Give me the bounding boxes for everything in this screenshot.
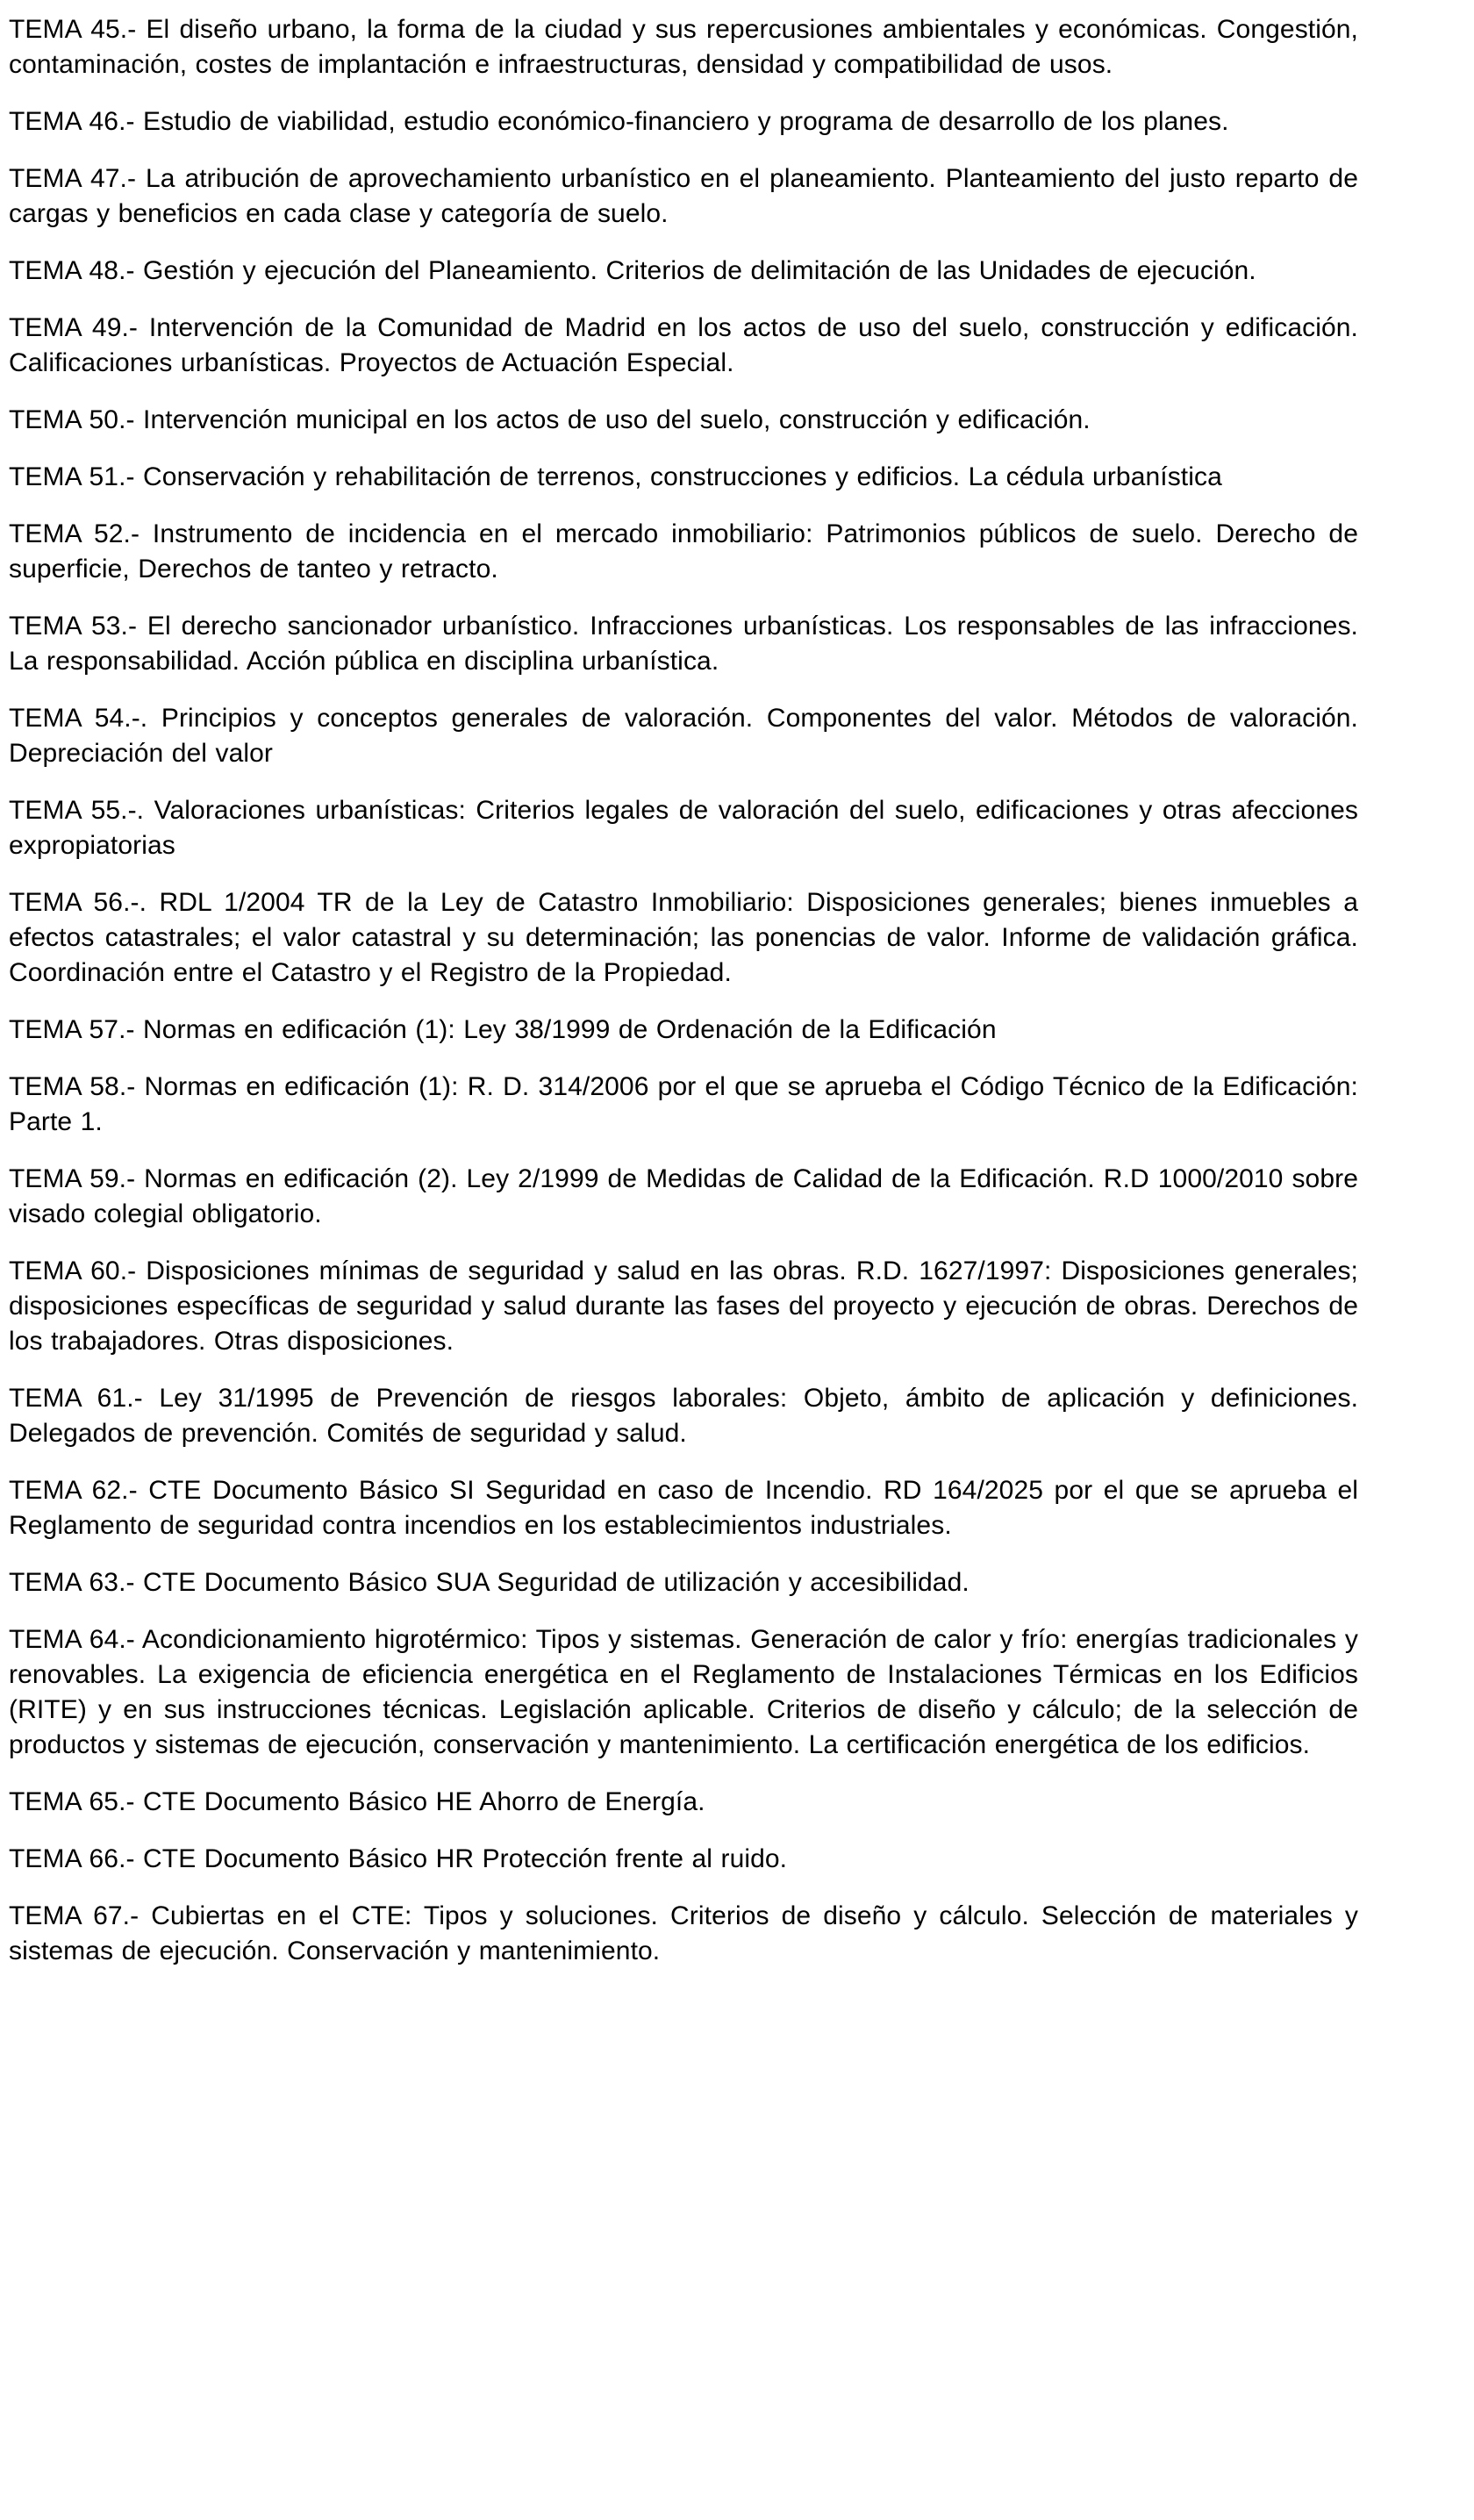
tema-paragraph: TEMA 66.- CTE Documento Básico HR Protección frente al ruido. xyxy=(9,1844,788,1873)
tema-paragraph: TEMA 57.- Normas en edificación (1): Ley 38/1999 de Ordenación de la Edificación xyxy=(9,1015,997,1044)
tema-paragraph: TEMA 55.-. Valoraciones urbanísticas: Criterios legales de valoración del suelo, edificaciones y otras afecciones expropiatorias xyxy=(9,796,1358,860)
tema-paragraph: TEMA 50.- Intervención municipal en los actos de uso del suelo, construcción y edificación. xyxy=(9,405,1091,434)
tema-paragraph: TEMA 53.- El derecho sancionador urbanístico. Infracciones urbanísticas. Los responsables de las infracciones. La responsabilidad. Acción pública en disciplina urbanística. xyxy=(9,612,1358,676)
tema-paragraph: TEMA 60.- Disposiciones mínimas de seguridad y salud en las obras. R.D. 1627/1997: Disposiciones generales; disposiciones específicas de seguridad y salud durante las fases del proyecto y ejecución de obras. Derechos de los trabajadores. Otras disposiciones. xyxy=(9,1256,1358,1356)
tema-paragraph: TEMA 47.- La atribución de aprovechamiento urbanístico en el planeamiento. Planteamiento del justo reparto de cargas y beneficios en cada clase y categoría de suelo. xyxy=(9,164,1358,228)
tema-paragraph: TEMA 54.-. Principios y conceptos generales de valoración. Componentes del valor. Métodos de valoración. Depreciación del valor xyxy=(9,704,1358,768)
tema-paragraph: TEMA 52.- Instrumento de incidencia en el mercado inmobiliario: Patrimonios públicos de suelo. Derecho de superficie, Derechos de tanteo y retracto. xyxy=(9,519,1358,583)
syllabus-topic-list xyxy=(9,12,1358,1969)
tema-paragraph: TEMA 59.- Normas en edificación (2). Ley 2/1999 de Medidas de Calidad de la Edificación. R.D 1000/2010 sobre visado colegial obligatorio. xyxy=(9,1164,1358,1228)
tema-paragraph: TEMA 56.-. RDL 1/2004 TR de la Ley de Catastro Inmobiliario: Disposiciones generales; bienes inmuebles a efectos catastrales; el valor catastral y su determinación; las ponencias de valor. Informe de validación gráfica. Coordinación entre el Catastro y el Registro de la Propiedad. xyxy=(9,888,1358,987)
tema-paragraph: TEMA 64.- Acondicionamiento higrotérmico: Tipos y sistemas. Generación de calor y frío: energías tradicionales y renovables. La exigencia de eficiencia energética en el Reglamento de Instalaciones Térmicas en los Edificios (RITE) y en sus instrucciones técnicas. Legislación aplicable. Criterios de diseño y cálculo; de la selección de productos y sistemas de ejecución, conservación y mantenimiento. La certificación energética de los edificios. xyxy=(9,1625,1358,1759)
tema-paragraph: TEMA 61.- Ley 31/1995 de Prevención de riesgos laborales: Objeto, ámbito de aplicación y definiciones. Delegados de prevención. Comités de seguridad y salud. xyxy=(9,1384,1358,1448)
tema-paragraph: TEMA 48.- Gestión y ejecución del Planeamiento. Criterios de delimitación de las Unidades de ejecución. xyxy=(9,256,1256,285)
tema-paragraph: TEMA 65.- CTE Documento Básico HE Ahorro de Energía. xyxy=(9,1787,705,1816)
tema-paragraph: TEMA 67.- Cubiertas en el CTE: Tipos y soluciones. Criterios de diseño y cálculo. Selección de materiales y sistemas de ejecución. Conservación y mantenimiento. xyxy=(9,1901,1358,1965)
tema-paragraph: TEMA 58.- Normas en edificación (1): R. D. 314/2006 por el que se aprueba el Código Técnico de la Edificación: Parte 1. xyxy=(9,1072,1358,1136)
tema-paragraph: TEMA 45.- El diseño urbano, la forma de la ciudad y sus repercusiones ambientales y económicas. Congestión, contaminación, costes de implantación e infraestructuras, densidad y compatibilidad de usos. xyxy=(9,15,1358,79)
tema-paragraph: TEMA 49.- Intervención de la Comunidad de Madrid en los actos de uso del suelo, construcción y edificación. Calificaciones urbanísticas. Proyectos de Actuación Especial. xyxy=(9,313,1358,377)
tema-paragraph: TEMA 46.- Estudio de viabilidad, estudio económico-financiero y programa de desarrollo de los planes. xyxy=(9,107,1229,136)
tema-paragraph: TEMA 63.- CTE Documento Básico SUA Seguridad de utilización y accesibilidad. xyxy=(9,1568,970,1597)
tema-paragraph: TEMA 62.- CTE Documento Básico SI Seguridad en caso de Incendio. RD 164/2025 por el que se aprueba el Reglamento de seguridad contra incendios en los establecimientos industriales. xyxy=(9,1476,1358,1540)
tema-paragraph: TEMA 51.- Conservación y rehabilitación de terrenos, construcciones y edificios. La cédula urbanística xyxy=(9,462,1222,491)
